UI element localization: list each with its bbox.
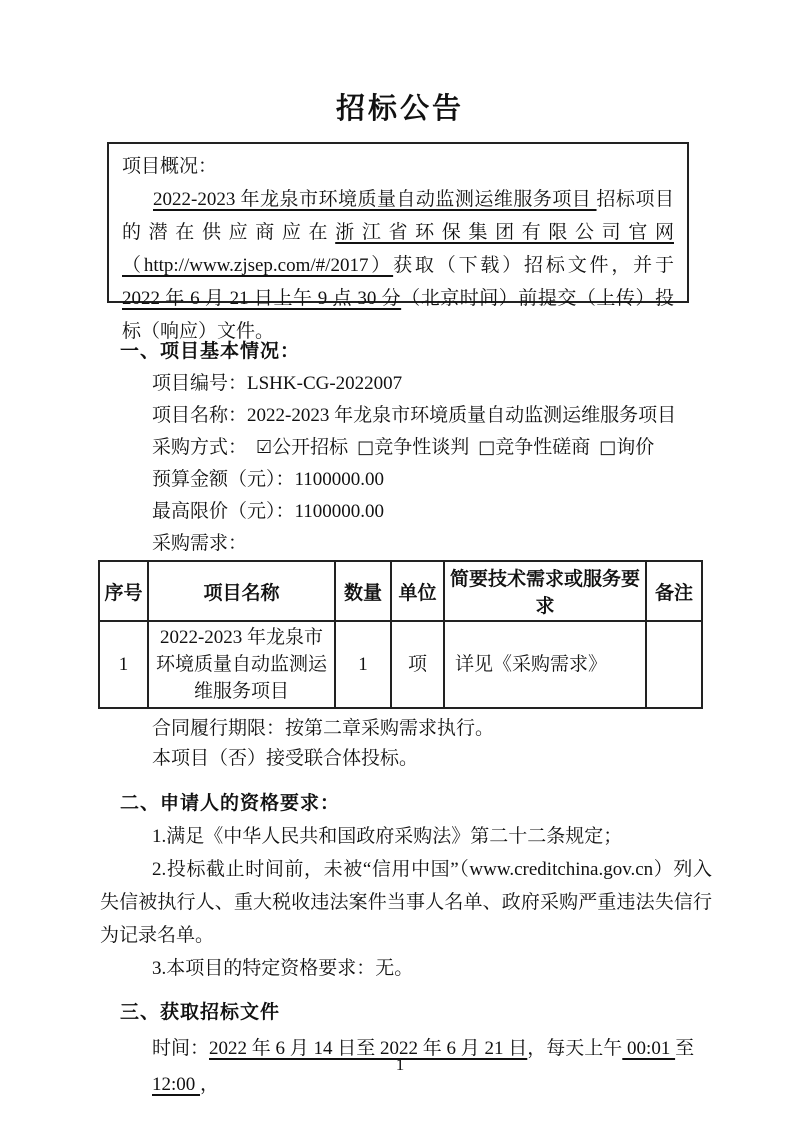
document-body xyxy=(100,336,712,1103)
cell-requirement: 详见《采购需求》 xyxy=(444,621,646,708)
qualification-item-2: 2.投标截止时间前，未被“信用中国”（www.creditchina.gov.cn）列入失信被执行人、重大税收违法案件当事人名单、政府采购严重违法失信行为记录名单。 xyxy=(100,859,712,946)
table-header-unit: 单位 xyxy=(391,561,444,621)
table-header-row xyxy=(99,561,702,621)
table-header-remark: 备注 xyxy=(646,561,702,621)
procurement-method-label: 采购方式： xyxy=(152,437,248,458)
table-header-name: 项目名称 xyxy=(148,561,335,621)
time-text-2: 至 xyxy=(675,1038,695,1059)
procurement-method-line xyxy=(152,432,712,464)
overview-text-1: 招标项目的潜在供应 xyxy=(122,189,674,243)
table-header-no: 序号 xyxy=(99,561,148,621)
document-title: 招标公告 xyxy=(335,93,464,125)
cell-project-name: 2022-2023 年龙泉市环境质量自动监测运维服务项目 xyxy=(148,621,335,708)
demand-label-line: 采购需求： xyxy=(152,533,248,554)
project-overview-box xyxy=(107,142,689,342)
page-number: 1 xyxy=(395,1055,405,1074)
table-header-qty: 数量 xyxy=(335,561,391,621)
time-text-1: ，每天上午 xyxy=(527,1038,623,1059)
checkbox-checked-icon: ☑ xyxy=(256,437,273,458)
procurement-option-competitive-consultation xyxy=(478,437,590,458)
checkbox-unchecked-icon: □ xyxy=(599,437,617,458)
overview-deadline: 2022 年 6 月 21 日上午 9 点 30 分 xyxy=(122,288,402,309)
procurement-option-label: 询价 xyxy=(616,437,655,458)
time-end: 12:00 xyxy=(152,1074,201,1095)
overview-paragraph xyxy=(122,183,674,348)
budget-line: 预算金额（元）：1100000.00 xyxy=(152,469,385,490)
overview-text-3: 获取（下载）招标文件，并于 xyxy=(393,255,674,276)
overview-text-4: （北京时间）前提交（上传）投标（响应）文件。 xyxy=(122,288,674,342)
overview-project-name: 2022-2023 年龙泉市环境质量自动监测运维服务项目 xyxy=(153,189,597,210)
max-price-line: 最高限价（元）：1100000.00 xyxy=(152,501,385,522)
table-header-requirement: 简要技术需求或服务要求 xyxy=(444,561,646,621)
section-2-heading: 二、申请人的资格要求： xyxy=(120,793,341,814)
time-date-range: 2022 年 6 月 14 日至 2022 年 6 月 21 日 xyxy=(209,1038,528,1059)
consortium-line: 本项目（否）接受联合体投标。 xyxy=(152,748,419,769)
checkbox-unchecked-icon: □ xyxy=(357,437,375,458)
procurement-option-label: 竞争性磋商 xyxy=(495,437,591,458)
cell-qty: 1 xyxy=(335,621,391,708)
procurement-option-open-tender xyxy=(256,437,348,458)
cell-remark xyxy=(646,621,702,708)
section-3-heading: 三、获取招标文件 xyxy=(120,1002,281,1023)
time-label: 时间： xyxy=(152,1038,210,1059)
time-start: 00:01 xyxy=(622,1038,676,1059)
procurement-option-inquiry xyxy=(599,437,654,458)
procurement-option-label: 竞争性谈判 xyxy=(374,437,470,458)
cell-unit: 项 xyxy=(391,621,444,708)
procurement-option-competitive-negotiation xyxy=(357,437,469,458)
overview-website-url: 浙江省环保集团有限公司官网（http://www.zjsep.com/#/2017） xyxy=(122,222,674,276)
qualification-item-3: 3.本项目的特定资格要求：无。 xyxy=(152,958,414,979)
section-1-heading: 一、项目基本情况： xyxy=(120,341,301,362)
procurement-demand-table xyxy=(98,560,703,709)
qualification-item-1: 1.满足《中华人民共和国政府采购法》第二十二条规定； xyxy=(152,826,623,847)
table-row xyxy=(99,621,702,708)
checkbox-unchecked-icon: □ xyxy=(478,437,496,458)
procurement-option-label: 公开招标 xyxy=(272,437,349,458)
project-name-line: 项目名称：2022-2023 年龙泉市环境质量自动监测运维服务项目 xyxy=(152,405,677,426)
time-text-3: ， xyxy=(200,1074,220,1095)
overview-text-2: 商应在 xyxy=(255,222,336,243)
contract-period-line: 合同履行期限：按第二章采购需求执行。 xyxy=(152,718,495,739)
project-number-line: 项目编号：LSHK-CG-2022007 xyxy=(152,373,403,394)
overview-label: 项目概况： xyxy=(122,156,218,177)
cell-no: 1 xyxy=(99,621,148,708)
